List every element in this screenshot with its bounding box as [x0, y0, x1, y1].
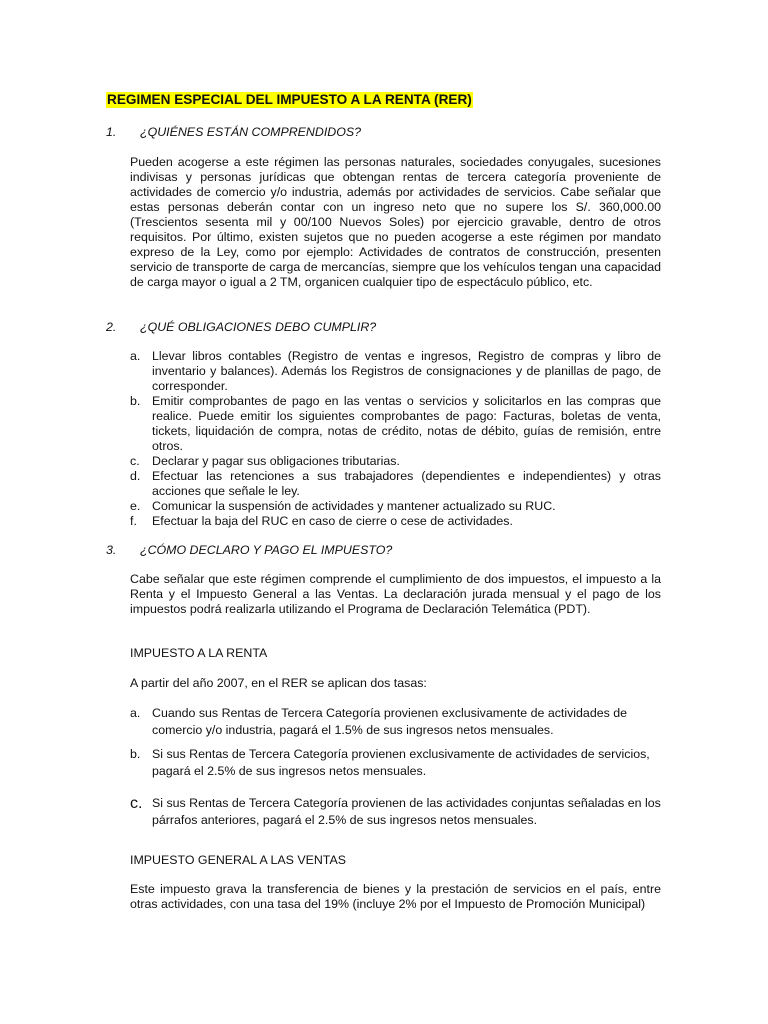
list-item-text: Llevar libros contables (Registro de ventas e ingresos, Registro de compras y libro de inventario y balances). Además los Registros de consignaciones y de planillas de pago, de corresponder. — [152, 349, 661, 393]
list-item-text: Emitir comprobantes de pago en las ventas o servicios y solicitarlos en las compras que realice. Puede emitir los siguientes comprobantes de pago: Facturas, boletas de venta, tickets, liquidación de compra, notas de crédito, notas de débito, guías de remisión, entre otros. — [152, 394, 661, 453]
section-2-heading — [106, 320, 376, 335]
list-item-text: Si sus Rentas de Tercera Categoría provienen de las actividades conjuntas señaladas en los párrafos anteriores, pagará el 2.5% de sus ingresos netos mensuales. — [152, 796, 661, 827]
list-item — [130, 349, 661, 394]
document-title: REGIMEN ESPECIAL DEL IMPUESTO A LA RENTA (RER) — [107, 92, 472, 107]
list-item-text: Efectuar la baja del RUC en caso de cierre o cese de actividades. — [152, 514, 513, 528]
igv-paragraph: Este impuesto grava la transferencia de bienes y la prestación de servicios en el país, entre otras actividades, con una tasa del 19% (incluye 2% por el Impuesto de Promoción Municipal) — [130, 882, 661, 911]
list-marker: b. — [130, 394, 141, 408]
list-marker: f. — [130, 514, 137, 528]
list-marker: d. — [130, 469, 141, 483]
list-marker: a. — [130, 349, 141, 363]
list-item — [130, 514, 661, 529]
section-3-heading — [106, 543, 392, 558]
section-number: 2. — [106, 320, 117, 334]
rate-item — [130, 795, 661, 829]
list-item-text: Si sus Rentas de Tercera Categoría provienen exclusivamente de actividades de servicios, pagará el 2.5% de sus ingresos netos mensuales. — [152, 747, 650, 778]
list-marker: a. — [130, 706, 141, 720]
igv-heading: IMPUESTO GENERAL A LAS VENTAS — [130, 853, 346, 867]
section-1-heading — [106, 125, 361, 140]
section-number: 1. — [106, 125, 117, 139]
renta-heading: IMPUESTO A LA RENTA — [130, 646, 268, 660]
list-item-text: Comunicar la suspensión de actividades y mantener actualizado su RUC. — [152, 499, 556, 513]
rate-item — [130, 746, 661, 780]
obligations-list — [130, 349, 661, 529]
list-item-text: Declarar y pagar sus obligaciones tributarias. — [152, 454, 400, 468]
renta-intro: A partir del año 2007, en el RER se aplican dos tasas: — [130, 676, 427, 690]
section-1-paragraph: Pueden acogerse a este régimen las personas naturales, sociedades conyugales, sucesiones indivisas y personas jurídicas que obtengan rentas de tercera categoría proveniente de actividades de comercio y/o industria, además por actividades de servicios. Cabe señalar que estas personas deberán contar con un ingreso neto que no supere los S/. 360,000.00 (Trescientos sesenta mil y 00/100 Nuevos Soles) por ejercicio gravable, dentro de otros requisitos. Por último, existen sujetos que no pueden acogerse a este régimen por mandato expreso de la Ley, como por ejemplo: Actividades de contratos de construcción, presenten servicio de transporte de carga de mercancías, siempre que los vehículos tengan una capacidad de carga mayor o igual a 2 TM, organicen cualquier tipo de espectáculo público, etc. — [130, 155, 661, 289]
list-item — [130, 499, 661, 514]
rate-item — [130, 705, 661, 739]
list-marker: c. — [130, 795, 143, 812]
list-marker: e. — [130, 499, 141, 513]
section-number: 3. — [106, 543, 117, 557]
section-title: ¿QUÉ OBLIGACIONES DEBO CUMPLIR? — [140, 320, 377, 334]
list-marker: b. — [130, 747, 141, 761]
section-title: ¿QUIÉNES ESTÁN COMPRENDIDOS? — [140, 125, 361, 139]
list-item — [130, 454, 661, 469]
section-3-paragraph: Cabe señalar que este régimen comprende el cumplimiento de dos impuestos, el impuesto a la Renta y el Impuesto General a las Ventas. La declaración jurada mensual y el pago de los impuestos podrá realizarla utilizando el Programa de Declaración Telemática (PDT). — [130, 572, 661, 616]
section-title: ¿CÓMO DECLARO Y PAGO EL IMPUESTO? — [140, 543, 393, 557]
list-marker: c. — [130, 454, 140, 468]
list-item — [130, 394, 661, 454]
list-item-text: Cuando sus Rentas de Tercera Categoría provienen exclusivamente de actividades de comercio y/o industria, pagará el 1.5% de sus ingresos netos mensuales. — [152, 706, 628, 737]
list-item — [130, 469, 661, 499]
list-item-text: Efectuar las retenciones a sus trabajadores (dependientes e independientes) y otras acciones que señale le ley. — [152, 469, 661, 498]
